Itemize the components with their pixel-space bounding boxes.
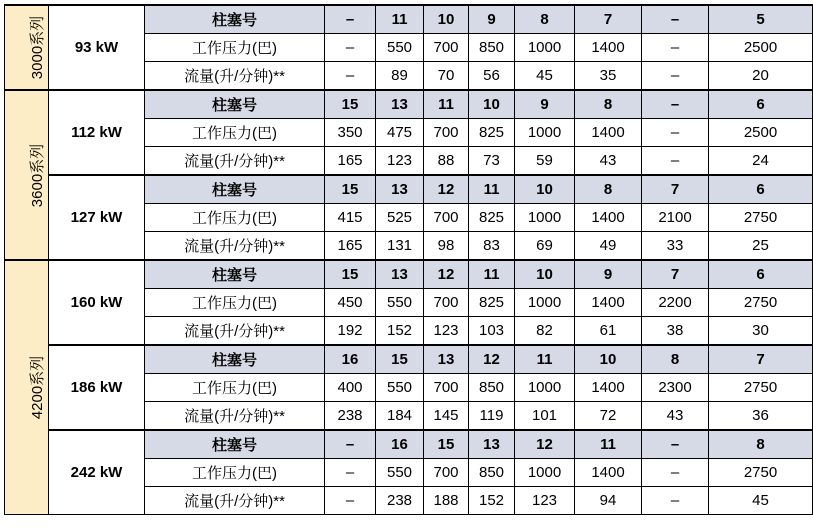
value-cell: 850 — [469, 34, 515, 62]
plunger-row — [5, 5, 813, 34]
value-cell: 1400 — [575, 119, 642, 147]
row-label: 工作压力(巴) — [145, 459, 325, 487]
value-cell: 82 — [515, 317, 575, 346]
value-cell: 13 — [376, 175, 424, 204]
value-cell: 123 — [515, 487, 575, 515]
value-cell: 184 — [376, 402, 424, 431]
value-cell: 11 — [469, 260, 515, 289]
value-cell: 16 — [325, 345, 376, 374]
value-cell: 94 — [575, 487, 642, 515]
value-cell: 35 — [575, 62, 642, 91]
value-cell: 700 — [424, 119, 469, 147]
row-label: 流量(升/分钟)** — [145, 487, 325, 515]
value-cell: 1400 — [575, 374, 642, 402]
value-cell: 7 — [575, 5, 642, 34]
plunger-row — [5, 345, 813, 374]
value-cell: 8 — [575, 175, 642, 204]
value-cell: 38 — [642, 317, 709, 346]
value-cell: – — [325, 487, 376, 515]
value-cell: 59 — [515, 147, 575, 176]
plunger-row — [5, 430, 813, 459]
row-label: 工作压力(巴) — [145, 204, 325, 232]
value-cell: 10 — [515, 175, 575, 204]
value-cell: 550 — [376, 459, 424, 487]
value-cell: 72 — [575, 402, 642, 431]
value-cell: – — [642, 459, 709, 487]
value-cell: 88 — [424, 147, 469, 176]
plunger-row — [5, 90, 813, 119]
value-cell: 10 — [469, 90, 515, 119]
row-label: 柱塞号 — [145, 5, 325, 34]
value-cell: 98 — [424, 232, 469, 261]
series-label: 3600系列 — [29, 143, 47, 207]
value-cell: 45 — [515, 62, 575, 91]
value-cell: 101 — [515, 402, 575, 431]
value-cell: – — [642, 430, 709, 459]
value-cell: 9 — [469, 5, 515, 34]
value-cell: 25 — [709, 232, 813, 261]
value-cell: 43 — [575, 147, 642, 176]
value-cell: 131 — [376, 232, 424, 261]
value-cell: 56 — [469, 62, 515, 91]
value-cell: 36 — [709, 402, 813, 431]
value-cell: 119 — [469, 402, 515, 431]
value-cell: – — [642, 487, 709, 515]
value-cell: – — [642, 119, 709, 147]
value-cell: 8 — [709, 430, 813, 459]
value-cell: 700 — [424, 289, 469, 317]
row-label: 流量(升/分钟)** — [145, 402, 325, 431]
value-cell: 1400 — [575, 459, 642, 487]
value-cell: 1400 — [575, 289, 642, 317]
value-cell: 69 — [515, 232, 575, 261]
series-label: 3000系列 — [29, 15, 47, 80]
value-cell: 2200 — [642, 289, 709, 317]
value-cell: 89 — [376, 62, 424, 91]
value-cell: 6 — [709, 175, 813, 204]
value-cell: 11 — [515, 345, 575, 374]
row-label: 柱塞号 — [145, 90, 325, 119]
value-cell: 188 — [424, 487, 469, 515]
value-cell: – — [642, 90, 709, 119]
value-cell: 2300 — [642, 374, 709, 402]
value-cell: 825 — [469, 289, 515, 317]
value-cell: 11 — [376, 5, 424, 34]
value-cell: 700 — [424, 374, 469, 402]
value-cell: 8 — [515, 5, 575, 34]
value-cell: – — [325, 62, 376, 91]
row-label: 柱塞号 — [145, 175, 325, 204]
value-cell: 8 — [575, 90, 642, 119]
value-cell: 1400 — [575, 34, 642, 62]
value-cell: – — [642, 147, 709, 176]
value-cell: 45 — [709, 487, 813, 515]
row-label: 流量(升/分钟)** — [145, 62, 325, 91]
value-cell: 9 — [515, 90, 575, 119]
power-rating: 112 kW — [49, 90, 145, 175]
value-cell: 1000 — [515, 34, 575, 62]
row-label: 工作压力(巴) — [145, 374, 325, 402]
value-cell: 15 — [325, 175, 376, 204]
value-cell: 11 — [575, 430, 642, 459]
value-cell: 30 — [709, 317, 813, 346]
value-cell: 700 — [424, 459, 469, 487]
value-cell: 1000 — [515, 374, 575, 402]
value-cell: 15 — [376, 345, 424, 374]
plunger-row — [5, 260, 813, 289]
power-rating: 93 kW — [49, 5, 145, 90]
value-cell: 1000 — [515, 289, 575, 317]
row-label: 流量(升/分钟)** — [145, 232, 325, 261]
value-cell: 6 — [709, 260, 813, 289]
plunger-row — [5, 175, 813, 204]
value-cell: 12 — [515, 430, 575, 459]
value-cell: 8 — [642, 345, 709, 374]
value-cell: 10 — [575, 345, 642, 374]
value-cell: 165 — [325, 147, 376, 176]
series-label-cell — [5, 90, 49, 260]
value-cell: 15 — [424, 430, 469, 459]
value-cell: 103 — [469, 317, 515, 346]
value-cell: 700 — [424, 34, 469, 62]
value-cell: 1000 — [515, 459, 575, 487]
value-cell: 550 — [376, 34, 424, 62]
row-label: 工作压力(巴) — [145, 34, 325, 62]
value-cell: 16 — [376, 430, 424, 459]
row-label: 流量(升/分钟)** — [145, 317, 325, 346]
value-cell: 525 — [376, 204, 424, 232]
value-cell: 83 — [469, 232, 515, 261]
value-cell: – — [325, 5, 376, 34]
value-cell: 11 — [424, 90, 469, 119]
value-cell: 400 — [325, 374, 376, 402]
value-cell: 7 — [709, 345, 813, 374]
value-cell: 73 — [469, 147, 515, 176]
value-cell: 7 — [642, 175, 709, 204]
value-cell: 5 — [709, 5, 813, 34]
value-cell: 550 — [376, 289, 424, 317]
row-label: 柱塞号 — [145, 260, 325, 289]
value-cell: 1400 — [575, 204, 642, 232]
value-cell: 145 — [424, 402, 469, 431]
value-cell: – — [325, 459, 376, 487]
value-cell: 70 — [424, 62, 469, 91]
value-cell: 61 — [575, 317, 642, 346]
value-cell: 10 — [515, 260, 575, 289]
value-cell: 12 — [424, 175, 469, 204]
value-cell: 9 — [575, 260, 642, 289]
value-cell: 152 — [469, 487, 515, 515]
value-cell: 238 — [325, 402, 376, 431]
power-rating: 127 kW — [49, 175, 145, 260]
value-cell: 49 — [575, 232, 642, 261]
value-cell: 2100 — [642, 204, 709, 232]
value-cell: 6 — [709, 90, 813, 119]
power-rating: 242 kW — [49, 430, 145, 515]
series-label-cell — [5, 260, 49, 515]
value-cell: – — [325, 430, 376, 459]
value-cell: 825 — [469, 204, 515, 232]
value-cell: – — [642, 62, 709, 91]
value-cell: 2500 — [709, 119, 813, 147]
series-label: 4200系列 — [29, 355, 47, 420]
value-cell: 24 — [709, 147, 813, 176]
value-cell: 10 — [424, 5, 469, 34]
value-cell: – — [325, 34, 376, 62]
value-cell: 415 — [325, 204, 376, 232]
value-cell: – — [642, 5, 709, 34]
value-cell: 850 — [469, 374, 515, 402]
value-cell: 13 — [469, 430, 515, 459]
value-cell: 13 — [424, 345, 469, 374]
row-label: 工作压力(巴) — [145, 119, 325, 147]
value-cell: 2500 — [709, 34, 813, 62]
value-cell: 165 — [325, 232, 376, 261]
value-cell: 11 — [469, 175, 515, 204]
value-cell: 7 — [642, 260, 709, 289]
value-cell: 20 — [709, 62, 813, 91]
value-cell: 33 — [642, 232, 709, 261]
power-rating: 186 kW — [49, 345, 145, 430]
row-label: 工作压力(巴) — [145, 289, 325, 317]
row-label: 柱塞号 — [145, 430, 325, 459]
row-label: 流量(升/分钟)** — [145, 147, 325, 176]
value-cell: 15 — [325, 260, 376, 289]
value-cell: 700 — [424, 204, 469, 232]
value-cell: 192 — [325, 317, 376, 346]
value-cell: 43 — [642, 402, 709, 431]
series-label-cell — [5, 5, 49, 90]
value-cell: 825 — [469, 119, 515, 147]
value-cell: 15 — [325, 90, 376, 119]
value-cell: 123 — [376, 147, 424, 176]
value-cell: 13 — [376, 90, 424, 119]
value-cell: 550 — [376, 374, 424, 402]
value-cell: – — [642, 34, 709, 62]
value-cell: 152 — [376, 317, 424, 346]
value-cell: 850 — [469, 459, 515, 487]
value-cell: 1000 — [515, 119, 575, 147]
value-cell: 123 — [424, 317, 469, 346]
value-cell: 475 — [376, 119, 424, 147]
value-cell: 12 — [424, 260, 469, 289]
value-cell: 350 — [325, 119, 376, 147]
value-cell: 2750 — [709, 374, 813, 402]
power-rating: 160 kW — [49, 260, 145, 345]
value-cell: 1000 — [515, 204, 575, 232]
value-cell: 2750 — [709, 459, 813, 487]
value-cell: 238 — [376, 487, 424, 515]
row-label: 柱塞号 — [145, 345, 325, 374]
value-cell: 12 — [469, 345, 515, 374]
pump-spec-table — [4, 4, 813, 515]
value-cell: 2750 — [709, 289, 813, 317]
value-cell: 450 — [325, 289, 376, 317]
value-cell: 13 — [376, 260, 424, 289]
value-cell: 2750 — [709, 204, 813, 232]
